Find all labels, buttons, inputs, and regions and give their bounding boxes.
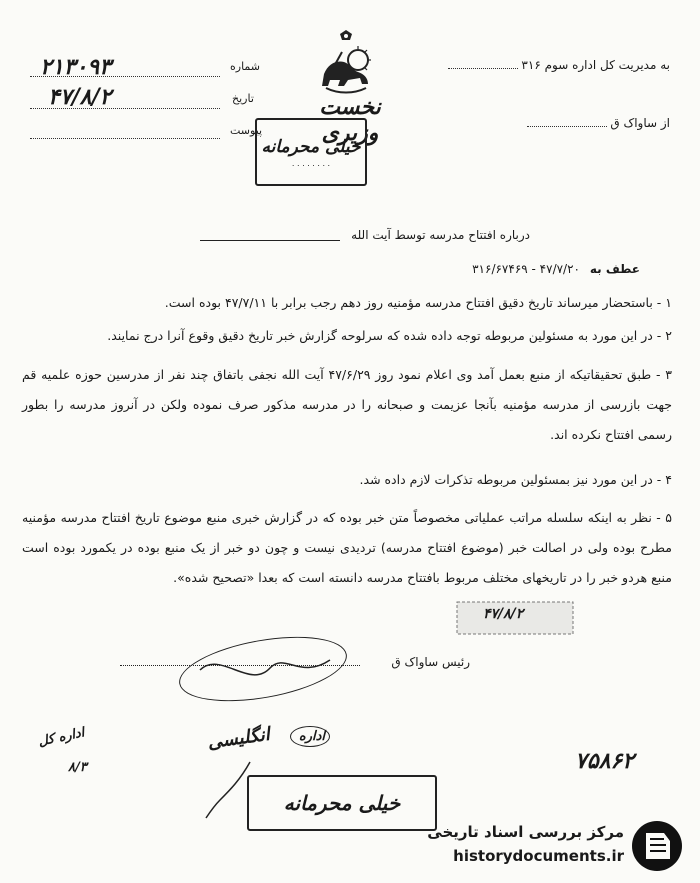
date-label: تاریخ	[232, 92, 254, 105]
security-stamp-top	[255, 118, 367, 186]
subject-underline	[200, 240, 340, 241]
security-stamp-text: خیلی محرمانه	[261, 136, 361, 157]
margin-note-line1: اداره کل	[36, 725, 86, 750]
from-line: از ساواک ق	[527, 116, 670, 130]
archive-logo-icon	[630, 819, 684, 873]
reference-value: ۳۱۶/۶۷۴۶۹ - ۴۷/۷/۲۰	[472, 262, 580, 276]
number-label: شماره	[230, 60, 261, 73]
archive-logo-name: مرکز بررسی اسناد تاریخی	[427, 823, 624, 841]
emblem-title: نخست وزیری	[319, 94, 381, 146]
paragraph-3: ۳ - طبق تحقیقاتیکه از منبع بعمل آمد وی اعلام نمود روز ۴۷/۶/۲۹ آیت الله نجفی باتفاق چند نفر از مدرسین حوزه علمیه قم جهت بازرسی از مدرسه مؤمنیه بآنجا عزیمت و صبحانه را در مدرسه مذکور صرف نموده ولکن در آنروز مدرسه را بطور رسمی افتتاح نکرده اند.	[22, 367, 672, 442]
margin-note-middle-text: انگلیسی	[206, 723, 272, 754]
margin-note-small-text: اداره	[290, 726, 330, 747]
paragraph-4: ۴ - در این مورد نیز بمسئولین مربوطه تذکرات لازم داده شد.	[359, 472, 672, 487]
paragraph-2: ۲ - در این مورد به مسئولین مربوطه توجه داده شده که سرلوحه گزارش خبر تاریخ دقیق وقوع آنرا درج نمایند.	[107, 328, 672, 343]
date-value: ۴۷/۸/۲	[48, 84, 112, 110]
lion-and-sun-emblem-icon	[318, 30, 374, 96]
signature-icon	[190, 640, 340, 700]
archive-logo-url: historydocuments.ir	[453, 847, 624, 865]
date-stamp-text: ۴۷/۸/۲	[483, 606, 524, 622]
subject: درباره افتتاح مدرسه توسط آیت الله	[351, 228, 530, 242]
signer-title: رئیس ساواک ق	[391, 655, 470, 669]
security-stamp-dots: . . . . . . . .	[291, 158, 331, 168]
security-stamp-bottom-text: خیلی محرمانه	[283, 791, 401, 815]
document-number: ۷۵۸۶۲	[575, 748, 635, 774]
margin-note-small	[290, 726, 330, 752]
security-stamp-bottom	[247, 775, 437, 831]
to-line: به مدیریت کل اداره سوم ۳۱۶	[448, 58, 670, 72]
attachment-dots	[30, 138, 220, 139]
paragraph-1: ۱ - باستحضار میرساند تاریخ دقیق افتتاح مدرسه مؤمنیه روز دهم رجب برابر با ۴۷/۷/۱۱ بوده است.	[164, 295, 672, 310]
margin-note-left	[32, 726, 112, 786]
attachment-label: پیوست	[230, 124, 263, 137]
number-value: ۲۱۳۰۹۳	[40, 54, 111, 80]
date-stamp	[455, 598, 575, 638]
reference-label: عطف به	[589, 262, 640, 276]
paragraph-5: ۵ - نظر به اینکه سلسله مراتب عملیاتی مخصوصاً متن خبر بوده که در گزارش خبری منبع موضوع تاریخ افتتاح مدرسه مؤمنیه مطرح بوده ولی در اصالت خبر (موضوع افتتاح مدرسه) تردیدی نیست و چون دو خبر از یک منبع بوده در یکمورد بوده است منبع هردو خبر را در تاریخهای مختلف مربوط بافتتاح مدرسه دانسته است که بعدا «تصحیح شده».	[22, 510, 672, 585]
archive-logo	[420, 815, 690, 875]
margin-note-line2: ۸/۳	[68, 760, 87, 775]
